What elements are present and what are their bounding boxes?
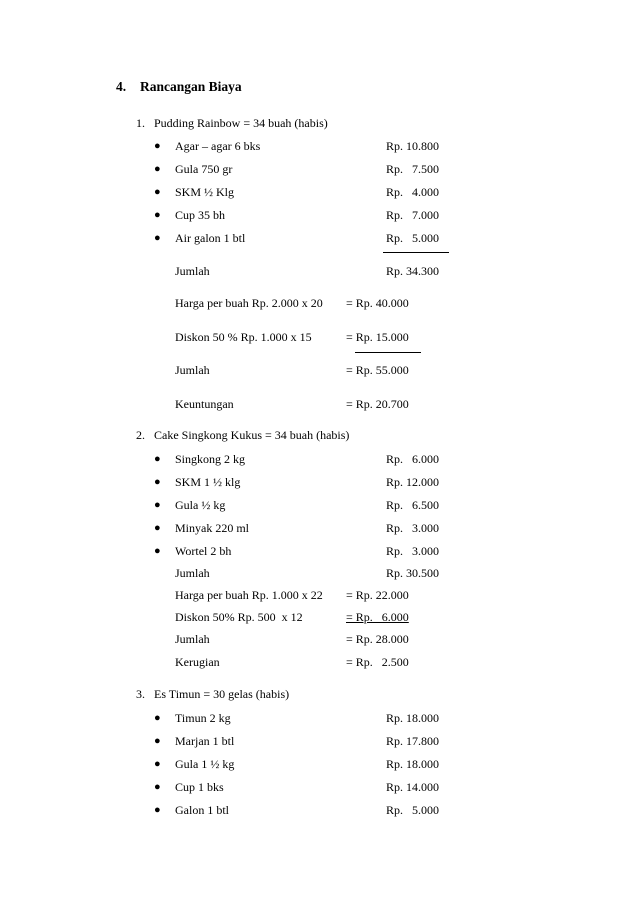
bullet-icon: ● bbox=[154, 522, 161, 534]
bullet-icon: ● bbox=[154, 804, 161, 816]
subtotal-rule bbox=[383, 252, 449, 253]
summary-label: Harga per buah Rp. 2.000 x 20 bbox=[175, 296, 323, 310]
item-price: Rp. 7.000 bbox=[386, 208, 440, 222]
summary-label: Keuntungan bbox=[175, 397, 234, 411]
item-price: Rp. 5.000 bbox=[386, 803, 440, 817]
item-price: Rp. 18.000 bbox=[386, 757, 440, 771]
summary-value: = Rp. 6.000 bbox=[346, 610, 409, 624]
summary-label: Jumlah bbox=[175, 566, 210, 580]
summary-label: Jumlah bbox=[175, 264, 210, 278]
section-title: 2. Cake Singkong Kukus = 34 buah (habis) bbox=[136, 428, 350, 442]
summary-value: = Rp. 2.500 bbox=[346, 655, 409, 669]
summary-value: = Rp. 40.000 bbox=[346, 296, 409, 310]
item-label: Timun 2 kg bbox=[175, 711, 231, 725]
item-label: SKM ½ Klg bbox=[175, 185, 235, 199]
summary-value: = Rp. 22.000 bbox=[346, 588, 409, 602]
item-price: Rp. 7.500 bbox=[386, 162, 440, 176]
section-title: 3. Es Timun = 30 gelas (habis) bbox=[136, 687, 290, 701]
item-label: Air galon 1 btl bbox=[175, 231, 246, 245]
summary-value: Rp. 34.300 bbox=[386, 264, 440, 278]
item-label: Marjan 1 btl bbox=[175, 734, 235, 748]
heading-number: 4. bbox=[116, 79, 127, 94]
summary-label: Diskon 50% Rp. 500 x 12 bbox=[175, 610, 303, 624]
item-label: SKM 1 ½ klg bbox=[175, 475, 241, 489]
summary-value: Rp. 30.500 bbox=[386, 566, 440, 580]
item-label: Cup 35 bh bbox=[175, 208, 226, 222]
item-price: Rp. 12.000 bbox=[386, 475, 440, 489]
item-price: Rp. 6.000 bbox=[386, 452, 440, 466]
summary-value: = Rp. 15.000 bbox=[346, 330, 409, 344]
bullet-icon: ● bbox=[154, 712, 161, 724]
item-label: Galon 1 btl bbox=[175, 803, 229, 817]
item-label: Agar – agar 6 bks bbox=[175, 139, 261, 153]
summary-label: Kerugian bbox=[175, 655, 220, 669]
summary-value: = Rp. 55.000 bbox=[346, 363, 409, 377]
summary-label: Jumlah bbox=[175, 632, 210, 646]
item-label: Wortel 2 bh bbox=[175, 544, 232, 558]
item-label: Singkong 2 kg bbox=[175, 452, 246, 466]
item-price: Rp. 14.000 bbox=[386, 780, 440, 794]
item-price: Rp. 6.500 bbox=[386, 498, 440, 512]
bullet-icon: ● bbox=[154, 758, 161, 770]
total-rule bbox=[355, 352, 421, 353]
bullet-icon: ● bbox=[154, 735, 161, 747]
summary-label: Harga per buah Rp. 1.000 x 22 bbox=[175, 588, 323, 602]
item-label: Gula 750 gr bbox=[175, 162, 233, 176]
bullet-icon: ● bbox=[154, 232, 161, 244]
item-price: Rp. 17.800 bbox=[386, 734, 440, 748]
bullet-icon: ● bbox=[154, 781, 161, 793]
item-price: Rp. 5.000 bbox=[386, 231, 440, 245]
item-price: Rp. 10.800 bbox=[386, 139, 440, 153]
bullet-icon: ● bbox=[154, 545, 161, 557]
item-price: Rp. 3.000 bbox=[386, 521, 440, 535]
summary-value: = Rp. 28.000 bbox=[346, 632, 409, 646]
bullet-icon: ● bbox=[154, 209, 161, 221]
item-price: Rp. 18.000 bbox=[386, 711, 440, 725]
bullet-icon: ● bbox=[154, 453, 161, 465]
item-price: Rp. 3.000 bbox=[386, 544, 440, 558]
bullet-icon: ● bbox=[154, 186, 161, 198]
summary-label: Jumlah bbox=[175, 363, 210, 377]
section-title: 1. Pudding Rainbow = 34 buah (habis) bbox=[136, 116, 328, 130]
bullet-icon: ● bbox=[154, 163, 161, 175]
heading-title: Rancangan Biaya bbox=[140, 79, 242, 94]
item-price: Rp. 4.000 bbox=[386, 185, 440, 199]
summary-label: Diskon 50 % Rp. 1.000 x 15 bbox=[175, 330, 312, 344]
bullet-icon: ● bbox=[154, 476, 161, 488]
item-label: Minyak 220 ml bbox=[175, 521, 249, 535]
summary-value: = Rp. 20.700 bbox=[346, 397, 409, 411]
item-label: Cup 1 bks bbox=[175, 780, 224, 794]
bullet-icon: ● bbox=[154, 140, 161, 152]
item-label: Gula 1 ½ kg bbox=[175, 757, 235, 771]
item-label: Gula ½ kg bbox=[175, 498, 226, 512]
bullet-icon: ● bbox=[154, 499, 161, 511]
